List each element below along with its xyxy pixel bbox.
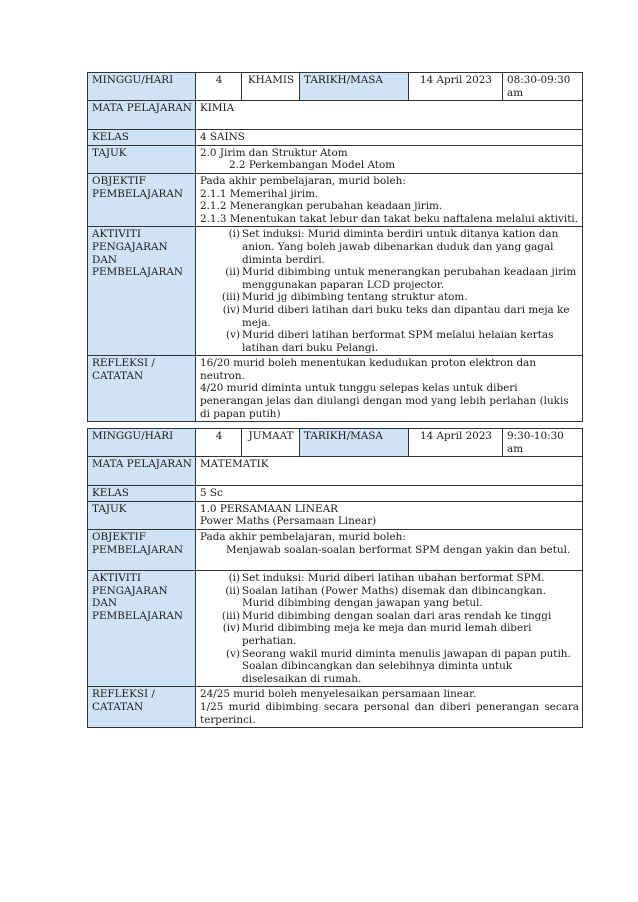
list-item <box>200 304 579 329</box>
item-number: (i) <box>228 571 240 584</box>
tajuk-value <box>196 501 583 529</box>
refleksi-value <box>196 687 583 728</box>
list-item <box>200 585 579 610</box>
masa-value: 08:30-09:30 am <box>503 73 583 101</box>
item-text: Murid jg dibimbing tentang struktur atom. <box>242 291 468 304</box>
mata-value: KIMIA <box>196 101 583 130</box>
item-number: (iv) <box>222 303 240 316</box>
aktiviti-row <box>88 570 583 686</box>
aktiviti-list <box>200 572 579 685</box>
kelas-label: KELAS <box>88 486 196 502</box>
objektif-label: OBJEKTIF PEMBELAJARAN <box>88 173 196 226</box>
item-text: Murid diberi latihan berformat SPM melalui helaian kertas latihan dari buku Pelangi. <box>242 329 554 354</box>
tajuk-line-2: 2.2 Perkembangan Model Atom <box>229 159 396 172</box>
objektif-item: 2.1.1 Memerihal jirim. <box>200 187 319 200</box>
item-number: (iii) <box>221 291 240 304</box>
item-text: Soalan latihan (Power Maths) disemak dan dibincangkan. Murid dibimbing dengan jawapan yang betul. <box>242 584 546 610</box>
objektif-value <box>196 529 583 570</box>
hari-value: KHAMIS <box>242 73 300 101</box>
item-number: (ii) <box>225 266 240 279</box>
mata-row <box>88 457 583 486</box>
refleksi-label: REFLEKSI / CATATAN <box>88 356 196 422</box>
tajuk-value <box>196 145 583 173</box>
aktiviti-label: AKTIVITI PENGAJARAN DAN PEMBELAJARAN <box>88 227 196 356</box>
item-text: Set induksi: Murid diminta berdiri untuk ditanya kation dan anion. Yang boleh jawab dibenarkan duduk dan yang gagal diminta berdiri. <box>242 228 559 266</box>
mata-label: MATA PELAJARAN <box>88 101 196 130</box>
tarikh-value: 14 April 2023 <box>409 73 503 101</box>
aktiviti-list <box>200 228 579 354</box>
objektif-item: 2.1.3 Menentukan takat lebur dan takat beku naftalena melalui aktiviti. <box>200 212 579 225</box>
item-number: (iii) <box>221 609 240 622</box>
refleksi-line-1: 24/25 murid boleh menyelesaikan persamaan linear. <box>200 688 477 701</box>
objektif-intro: Pada akhir pembelajaran, murid boleh: <box>200 530 406 543</box>
aktiviti-value <box>196 227 583 356</box>
tajuk-line-1: 2.0 Jirim dan Struktur Atom <box>200 146 348 159</box>
header-row <box>88 429 583 457</box>
item-number: (ii) <box>225 584 240 597</box>
item-number: (v) <box>226 647 240 660</box>
list-item <box>200 228 579 266</box>
objektif-item: 2.1.2 Menerangkan perubahan keadaan jirim. <box>200 200 443 213</box>
tajuk-row <box>88 145 583 173</box>
objektif-value <box>196 173 583 226</box>
refleksi-row <box>88 356 583 422</box>
list-item <box>200 266 579 291</box>
kelas-row <box>88 486 583 502</box>
minggu-value: 4 <box>196 429 242 457</box>
tajuk-line-2: Power Maths (Persamaan Linear) <box>200 515 377 528</box>
item-number: (v) <box>226 329 240 342</box>
tajuk-row <box>88 501 583 529</box>
minggu-value: 4 <box>196 73 242 101</box>
kelas-row <box>88 130 583 146</box>
item-text: Murid dibimbing meja ke meja dan murid lemah diberi perhatian. <box>242 622 532 647</box>
lesson-plan-table-1 <box>87 72 583 422</box>
refleksi-line-1: 16/20 murid boleh menentukan kedudukan proton elektron dan neutron. <box>200 357 537 382</box>
mata-value: MATEMATIK <box>196 457 583 486</box>
objektif-item: Menjawab soalan-soalan berformat SPM dengan yakin dan betul. <box>226 543 571 556</box>
item-number: (i) <box>228 228 240 241</box>
mata-row <box>88 101 583 130</box>
list-item <box>200 610 579 623</box>
tajuk-label: TAJUK <box>88 501 196 529</box>
item-text: Seorang wakil murid diminta menulis jawapan di papan putih. Soalan dibincangkan dan selebihnya diminta untuk diselesaikan di rumah. <box>242 647 571 685</box>
refleksi-line-2: 1/25 murid dibimbing secara personal dan diberi penerangan secara terperinci. <box>200 700 579 726</box>
tarikh-label: TARIKH/MASA <box>300 429 409 457</box>
aktiviti-row <box>88 227 583 356</box>
masa-value: 9:30-10:30 am <box>503 429 583 457</box>
tajuk-line-1: 1.0 PERSAMAAN LINEAR <box>200 502 338 515</box>
item-number: (iv) <box>222 622 240 635</box>
lesson-plan-table-2 <box>87 428 583 728</box>
objektif-row <box>88 173 583 226</box>
list-item <box>200 329 579 354</box>
objektif-intro: Pada akhir pembelajaran, murid boleh: <box>200 174 406 187</box>
tarikh-label: TARIKH/MASA <box>300 73 409 101</box>
tarikh-value: 14 April 2023 <box>409 429 503 457</box>
mata-label: MATA PELAJARAN <box>88 457 196 486</box>
kelas-value: 5 Sc <box>196 486 583 502</box>
item-text: Murid dibimbing untuk menerangkan perubahan keadaan jirim menggunakan paparan LCD projector. <box>242 266 577 291</box>
aktiviti-value <box>196 570 583 686</box>
refleksi-value <box>196 356 583 422</box>
refleksi-label: REFLEKSI / CATATAN <box>88 687 196 728</box>
item-text: Set induksi: Murid diberi latihan ubahan berformat SPM. <box>242 571 545 584</box>
objektif-row <box>88 529 583 570</box>
header-row <box>88 73 583 101</box>
objektif-label: OBJEKTIF PEMBELAJARAN <box>88 529 196 570</box>
aktiviti-label: AKTIVITI PENGAJARAN DAN PEMBELAJARAN <box>88 570 196 686</box>
refleksi-row <box>88 687 583 728</box>
list-item <box>200 648 579 686</box>
refleksi-line-2: 4/20 murid diminta untuk tunggu selepas kelas untuk diberi penerangan jelas dan diulangi dengan mod yang lebih perlahan (lukis di papan putih) <box>200 382 569 420</box>
tajuk-label: TAJUK <box>88 145 196 173</box>
item-text: Murid diberi latihan dari buku teks dan dipantau dari meja ke meja. <box>242 303 570 329</box>
kelas-value: 4 SAINS <box>196 130 583 146</box>
item-text: Murid dibimbing dengan soalan dari aras rendah ke tinggi <box>242 609 552 622</box>
list-item <box>200 622 579 647</box>
minggu-label: MINGGU/HARI <box>88 73 196 101</box>
kelas-label: KELAS <box>88 130 196 146</box>
hari-value: JUMAAT <box>242 429 300 457</box>
list-item <box>200 291 579 304</box>
minggu-label: MINGGU/HARI <box>88 429 196 457</box>
list-item <box>200 572 579 585</box>
